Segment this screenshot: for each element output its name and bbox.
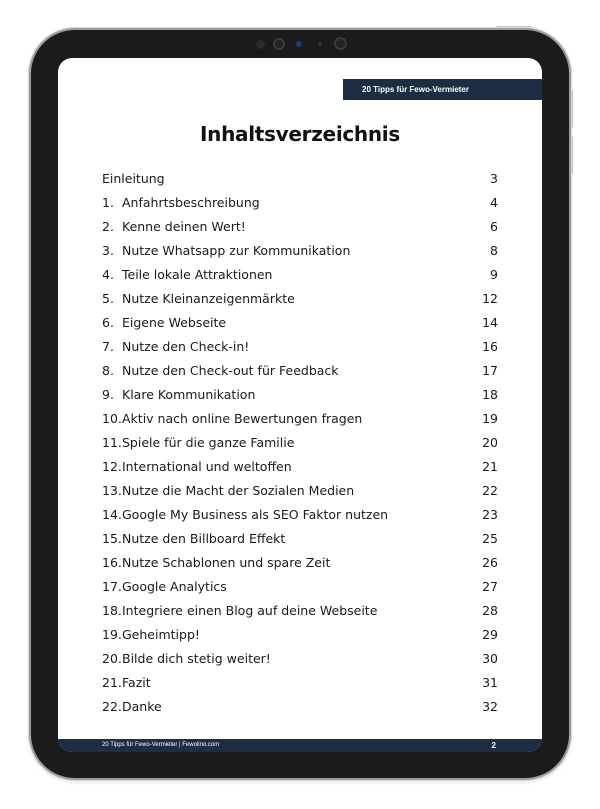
toc-entry[interactable] [102, 698, 498, 722]
toc-entry[interactable] [102, 458, 498, 482]
toc-entry-number: 7. [102, 339, 114, 354]
toc-entry[interactable] [102, 194, 498, 218]
toc-entry-page: 17 [482, 363, 498, 378]
toc-entry-page: 18 [482, 387, 498, 402]
toc-entry-page: 19 [482, 411, 498, 426]
toc-entry-page: 14 [482, 315, 498, 330]
toc-entry-label: Nutze den Check-in! [122, 339, 250, 354]
toc-entry[interactable] [102, 530, 498, 554]
toc-entry-number: 8. [102, 363, 114, 378]
toc-entry-label: Geheimtipp! [122, 627, 200, 642]
toc-entry-page: 4 [490, 195, 498, 210]
toc-entry-page: 20 [482, 435, 498, 450]
header-tab [343, 79, 542, 100]
page-footer [58, 739, 542, 752]
toc-entry-label: International und weltoffen [122, 459, 292, 474]
toc-entry-page: 29 [482, 627, 498, 642]
toc-entry-page: 9 [490, 267, 498, 282]
toc-entry-label: Klare Kommunikation [122, 387, 256, 402]
toc-entry-number: 5. [102, 291, 114, 306]
toc-entry[interactable] [102, 314, 498, 338]
toc-entry[interactable] [102, 578, 498, 602]
toc-entry-number: 3. [102, 243, 114, 258]
toc-entry-label: Nutze Schablonen und spare Zeit [122, 555, 331, 570]
toc-entry-page: 8 [490, 243, 498, 258]
toc-entry-number: 4. [102, 267, 114, 282]
toc-entry-number: 21. [102, 675, 122, 690]
toc-entry[interactable] [102, 266, 498, 290]
toc-entry-number: 18. [102, 603, 122, 618]
toc-entry-label: Spiele für die ganze Familie [122, 435, 295, 450]
toc-entry[interactable] [102, 362, 498, 386]
footer-text: 20 Tipps für Fewo-Vermieter | Fewolino.com [102, 742, 220, 748]
toc-entry-number: 1. [102, 195, 114, 210]
toc-entry[interactable] [102, 218, 498, 242]
toc-entry-number: 17. [102, 579, 122, 594]
toc-entry-number: 15. [102, 531, 122, 546]
toc-entry[interactable] [102, 242, 498, 266]
toc-entry-label: Fazit [122, 675, 151, 690]
document-page[interactable] [58, 58, 542, 752]
toc-entry-label: Nutze Kleinanzeigenmärkte [122, 291, 295, 306]
toc-entry-page: 21 [482, 459, 498, 474]
toc-entry-label: Aktiv nach online Bewertungen fragen [122, 411, 363, 426]
toc-entry-number: 14. [102, 507, 122, 522]
sensor-icon [273, 38, 285, 50]
toc-entry-label: Google My Business als SEO Faktor nutzen [122, 507, 389, 522]
toc-entry-number: 22. [102, 699, 122, 714]
toc-entry[interactable] [102, 674, 498, 698]
toc-entry-page: 6 [490, 219, 498, 234]
toc-entry-page: 16 [482, 339, 498, 354]
toc-entry[interactable] [102, 410, 498, 434]
toc-entry-label: Nutze den Billboard Effekt [122, 531, 286, 546]
toc-entry-number: 10. [102, 411, 122, 426]
toc-entry-label: Nutze den Check-out für Feedback [122, 363, 339, 378]
toc-entry-label: Kenne deinen Wert! [122, 219, 246, 234]
toc-entry-number: 11. [102, 435, 122, 450]
toc-entry[interactable] [102, 554, 498, 578]
toc-entry-label: Integriere einen Blog auf deine Webseite [122, 603, 378, 618]
toc-entry[interactable] [102, 170, 498, 194]
toc-entry[interactable] [102, 482, 498, 506]
volume-up-button [569, 90, 573, 128]
toc-entry-number: 16. [102, 555, 122, 570]
toc-entry-page: 32 [482, 699, 498, 714]
toc-entry-number: 13. [102, 483, 122, 498]
toc-entry-label: Nutze die Macht der Sozialen Medien [122, 483, 355, 498]
page-title: Inhaltsverzeichnis [200, 122, 400, 146]
toc-entry-number: 2. [102, 219, 114, 234]
toc-entry-number: 9. [102, 387, 114, 402]
toc-entry-label: Anfahrtsbeschreibung [122, 195, 260, 210]
toc-entry-label: Teile lokale Attraktionen [122, 267, 273, 282]
toc-entry-number: 6. [102, 315, 114, 330]
volume-down-button [569, 136, 573, 174]
sensor-icon [334, 37, 347, 50]
toc-entry-label: Nutze Whatsapp zur Kommunikation [122, 243, 351, 258]
toc-entry[interactable] [102, 626, 498, 650]
toc-entry[interactable] [102, 290, 498, 314]
toc-entry[interactable] [102, 386, 498, 410]
toc-entry[interactable] [102, 338, 498, 362]
footer-page-number: 2 [491, 741, 496, 750]
toc-entry-label: Google Analytics [122, 579, 227, 594]
toc-entry-page: 27 [482, 579, 498, 594]
toc-entry-page: 12 [482, 291, 498, 306]
toc-entry-page: 28 [482, 603, 498, 618]
toc-entry-page: 30 [482, 651, 498, 666]
toc-entry-number: 20. [102, 651, 122, 666]
toc-entry-page: 3 [490, 171, 498, 186]
toc-entry-number: 12. [102, 459, 122, 474]
toc-entry-label: Eigene Webseite [122, 315, 227, 330]
toc-entry-label: Bilde dich stetig weiter! [122, 651, 271, 666]
toc-entry-page: 31 [482, 675, 498, 690]
toc-entry-label: Einleitung [102, 171, 165, 186]
toc-entry-page: 22 [482, 483, 498, 498]
toc-entry[interactable] [102, 434, 498, 458]
camera-icon [296, 41, 302, 47]
toc-entry-page: 25 [482, 531, 498, 546]
toc-entry[interactable] [102, 650, 498, 674]
header-tab-text: 20 Tipps für Fewo-Vermieter [362, 85, 469, 94]
toc-entry[interactable] [102, 506, 498, 530]
sensor-icon [256, 40, 265, 49]
toc-entry-label: Danke [122, 699, 162, 714]
toc-entry-page: 26 [482, 555, 498, 570]
sensor-icon [318, 42, 322, 46]
table-of-contents [102, 170, 498, 722]
toc-entry-number: 19. [102, 627, 122, 642]
toc-entry[interactable] [102, 602, 498, 626]
toc-entry-page: 23 [482, 507, 498, 522]
